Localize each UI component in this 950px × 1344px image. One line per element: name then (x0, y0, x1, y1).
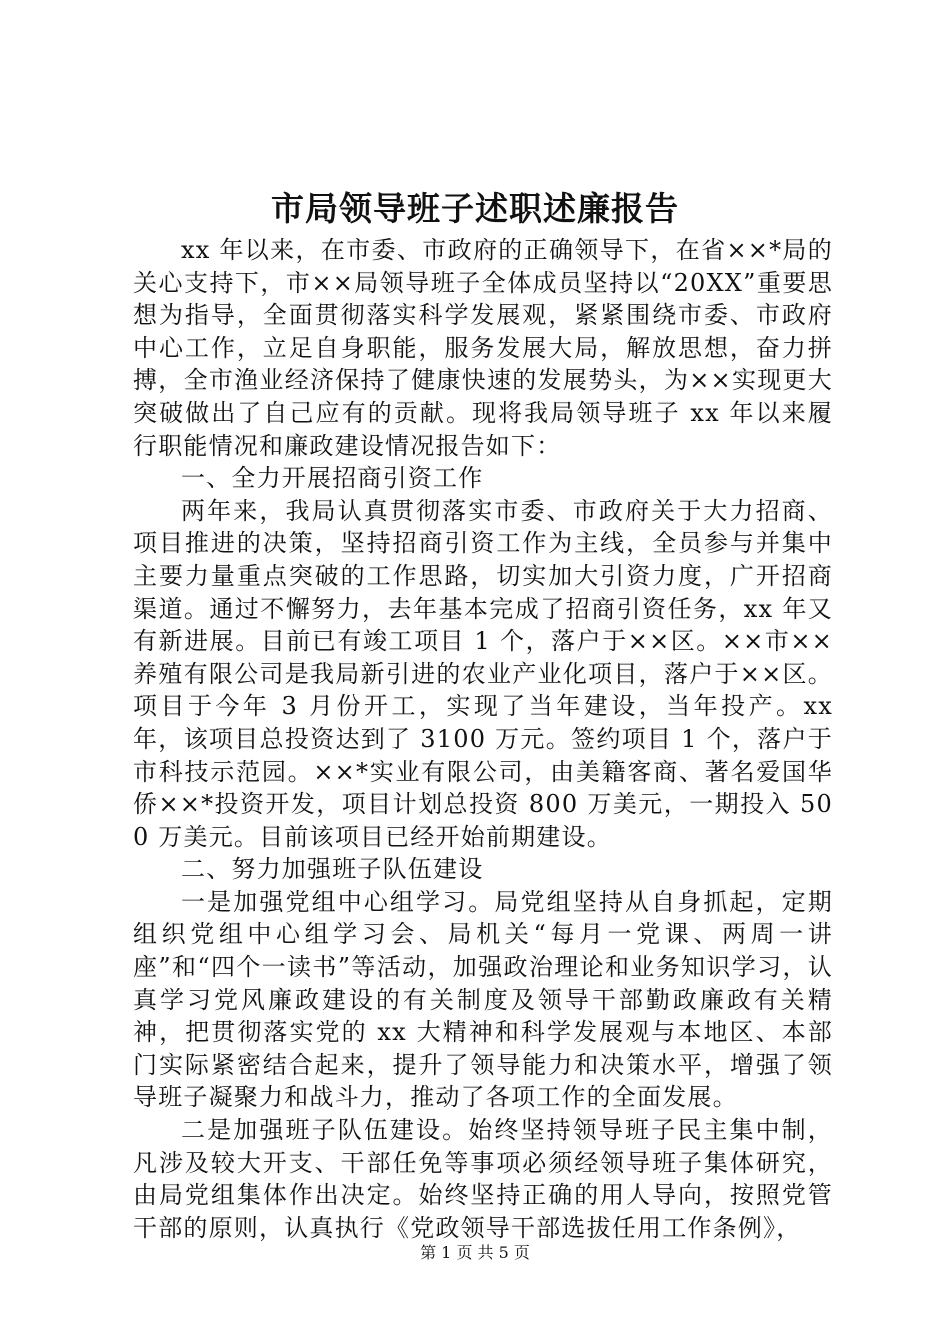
section-heading-2: 二、努力加强班子队伍建设 (181, 855, 484, 884)
document-title: 市局领导班子述职述廉报告 (271, 189, 679, 228)
document-body (133, 234, 833, 1244)
section-heading-1: 一、全力开展招商引资工作 (181, 464, 484, 493)
investment-paragraph: 两年来，我局认真贯彻落实市委、市政府关于大力招商、项目推进的决策，坚持招商引资工作为主线，全员参与并集中主要力量重点突破的工作思路，切实加大引资力度，广开招商渠道。通过不懈努力，去年基本完成了招商引资任务，xx 年又有新进展。目前已有竣工项目 1 个，落户于××区。××市××养殖有限公司是我局新引进的农业产业化项目，落户于××区。项目于今年 3 月份开工，实现了当年建设，当年投产。xx 年，该项目总投资达到了 3100 万元。签约项目 1 个，落户于市科技示范园。××*实业有限公司，由美籍客商、著名爱国华侨××*投资开发，项目计划总投资 800 万美元，一期投入 500 万美元。目前该项目已经开始前期建设。 (133, 496, 833, 851)
intro-paragraph: xx 年以来，在市委、市政府的正确领导下，在省××*局的关心支持下，市××局领导班子全体成员坚持以“20XX”重要思想为指导，全面贯彻落实科学发展观，紧紧围绕市委、市政府中心工作，立足自身职能，服务发展大局，解放思想，奋力拼搏，全市渔业经济保持了健康快速的发展势头，为××实现更大突破做出了自己应有的贡献。现将我局领导班子 xx 年以来履行职能情况和廉政建设情况报告如下： (133, 236, 833, 460)
study-paragraph: 一是加强党组中心组学习。局党组坚持从自身抓起，定期组织党组中心组学习会、局机关“每月一党课、两周一讲座”和“四个一读书”等活动，加强政治理论和业务知识学习，认真学习党风廉政建设的有关制度及领导干部勤政廉政有关精神，把贯彻落实党的 xx 大精神和科学发展观与本地区、本部门实际紧密结合起来，提升了领导能力和决策水平，增强了领导班子凝聚力和战斗力，推动了各项工作的全面发展。 (133, 887, 833, 1112)
page-footer: 第 1 页 共 5 页 (420, 1243, 530, 1262)
team-paragraph: 二是加强班子队伍建设。始终坚持领导班子民主集中制，凡涉及较大开支、干部任免等事项必须经领导班子集体研究，由局党组集体作出决定。始终坚持正确的用人导向，按照党管干部的原则，认真执行《党政领导干部选拔任用工作条例》， (133, 1116, 833, 1242)
